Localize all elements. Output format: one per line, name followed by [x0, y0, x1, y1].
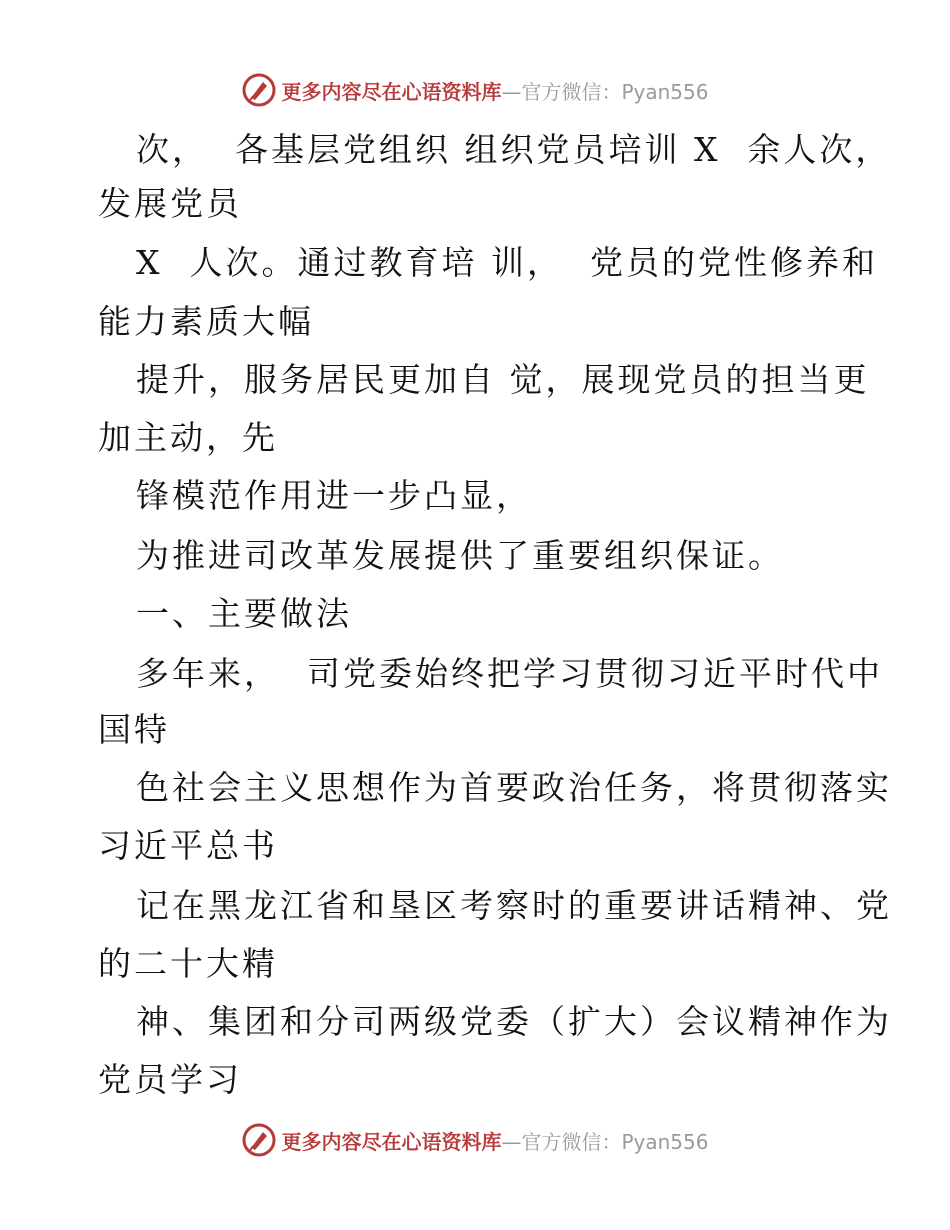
text-line: X 人次。通过教育培 训， 党员的党性修养和	[136, 243, 878, 282]
header-brand-name: 更多内容尽在心语资料库	[281, 79, 502, 104]
header-watermark	[0, 68, 950, 112]
section-heading: 一、主要做法	[136, 594, 352, 633]
text-line: 色社会主义思想作为首要政治任务，将贯彻落实	[136, 768, 892, 807]
text-line: 发展党员	[98, 184, 242, 223]
text-line: 神、集团和分司两级党委（扩大）会议精神作为	[136, 1002, 892, 1041]
footer-brand	[281, 1126, 708, 1155]
text-line: 提升，服务居民更加自 觉，展现党员的担当更	[136, 360, 870, 399]
text-line: 记在黑龙江省和垦区考察时的重要讲话精神、党	[136, 886, 892, 925]
header-brand	[281, 76, 708, 105]
text-line: 党员学习	[98, 1060, 242, 1099]
footer-contact: 官方微信：Pyan556	[521, 1129, 709, 1154]
text-line: 锋模范作用进一步凸显，	[136, 476, 532, 515]
text-line: 的二十大精	[98, 944, 278, 983]
text-line: 次， 各基层党组织 组织党员培训 X 余人次，	[136, 130, 892, 169]
text-line: 国特	[98, 710, 170, 749]
text-line: 能力素质大幅	[98, 302, 314, 341]
quill-logo-icon	[241, 1122, 277, 1158]
header-dash: —	[501, 79, 522, 104]
text-line: 为推进司改革发展提供了重要组织保证。	[136, 536, 784, 575]
text-line: 习近平总书	[98, 826, 278, 865]
footer-brand-name: 更多内容尽在心语资料库	[281, 1129, 502, 1154]
quill-logo-icon	[241, 72, 277, 108]
header-contact: 官方微信：Pyan556	[521, 79, 709, 104]
text-line: 多年来， 司党委始终把学习贯彻习近平时代中	[136, 654, 883, 693]
footer-watermark	[0, 1118, 950, 1162]
text-line: 加主动，先	[98, 418, 278, 457]
footer-dash: —	[501, 1129, 522, 1154]
